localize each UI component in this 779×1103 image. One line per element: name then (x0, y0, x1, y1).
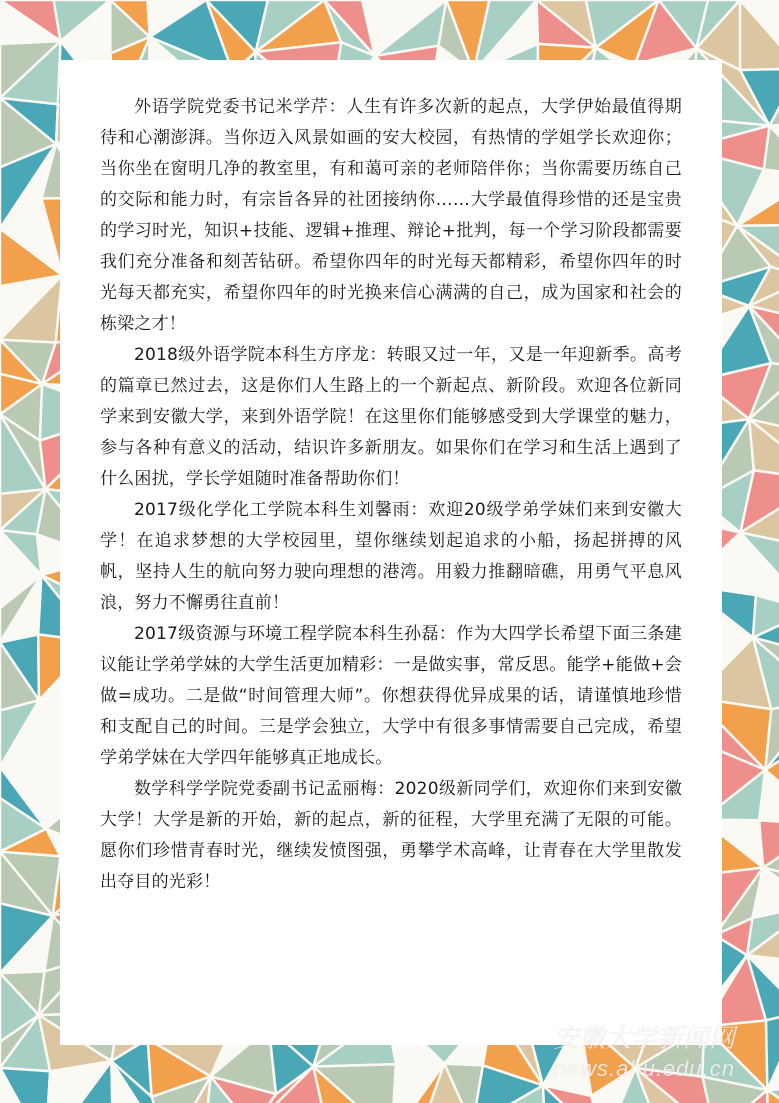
paragraph-mi-xueqin: 外语学院党委书记米学芹：人生有许多次新的起点，大学伊始最值得期待和心潮澎湃。当你迈入风景如画的安大校园，有热情的学姐学长欢迎你；当你坐在窗明几净的教室里，有和蔼可亲的老师陪伴你；当你需要历练自己的交际和能力时，有宗旨各异的社团接纳你……大学最值得珍惜的还是宝贵的学习时光，知识+技能、逻辑+推理、辩论+批判，每一个学习阶段都需要我们充分准备和刻苦钻研。希望你四年的时光每天都精彩，希望你四年的时光每天都充实，希望你四年的时光换来信心满满的自己，成为国家和社会的栋梁之才！ (100, 97, 682, 334)
watermark-url: news.ahu.edu.cn (553, 1056, 735, 1081)
paragraph-liu-xinyu: 2017级化学化工学院本科生刘馨雨：欢迎20级学弟学妹们来到安徽大学！在追求梦想的大学校园里，望你继续划起追求的小船，扬起拼搏的风帆，坚持人生的航向努力驶向理想的港湾。用毅力推翻暗礁，用勇气平息风浪，努力不懈勇往直前！ (100, 500, 682, 613)
paragraph-fang-xulong: 2018级外语学院本科生方序龙：转眼又过一年，又是一年迎新季。高考的篇章已然过去，这是你们人生路上的一个新起点、新阶段。欢迎各位新同学来到安徽大学，来到外语学院！在这里你们能够感受到大学课堂的魅力，参与各种有意义的活动，结识许多新朋友。如果你们在学习和生活上遇到了什么困扰，学长学姐随时准备帮助你们！ (100, 345, 682, 489)
site-watermark (553, 1023, 735, 1083)
watermark-site-name: 安徽大学新闻网 (552, 1024, 735, 1054)
article-card (60, 60, 722, 1045)
paragraph-meng-limei: 数学科学学院党委副书记孟丽梅：2020级新同学们，欢迎你们来到安徽大学！大学是新的开始，新的起点，新的征程，大学里充满了无限的可能。愿你们珍惜青春时光，继续发愤图强，勇攀学术高峰，让青春在大学里散发出夺目的光彩！ (100, 779, 682, 892)
paragraph-sun-lei: 2017级资源与环境工程学院本科生孙磊：作为大四学长希望下面三条建议能让学弟学妹的大学生活更加精彩：一是做实事，常反思。能学+能做+会做=成功。二是做“时间管理大师”。你想获得优异成果的话，请谨慎地珍惜和支配自己的时间。三是学会独立，大学中有很多事情需要自己完成，希望学弟学妹在大学四年能够真正地成长。 (100, 624, 682, 768)
